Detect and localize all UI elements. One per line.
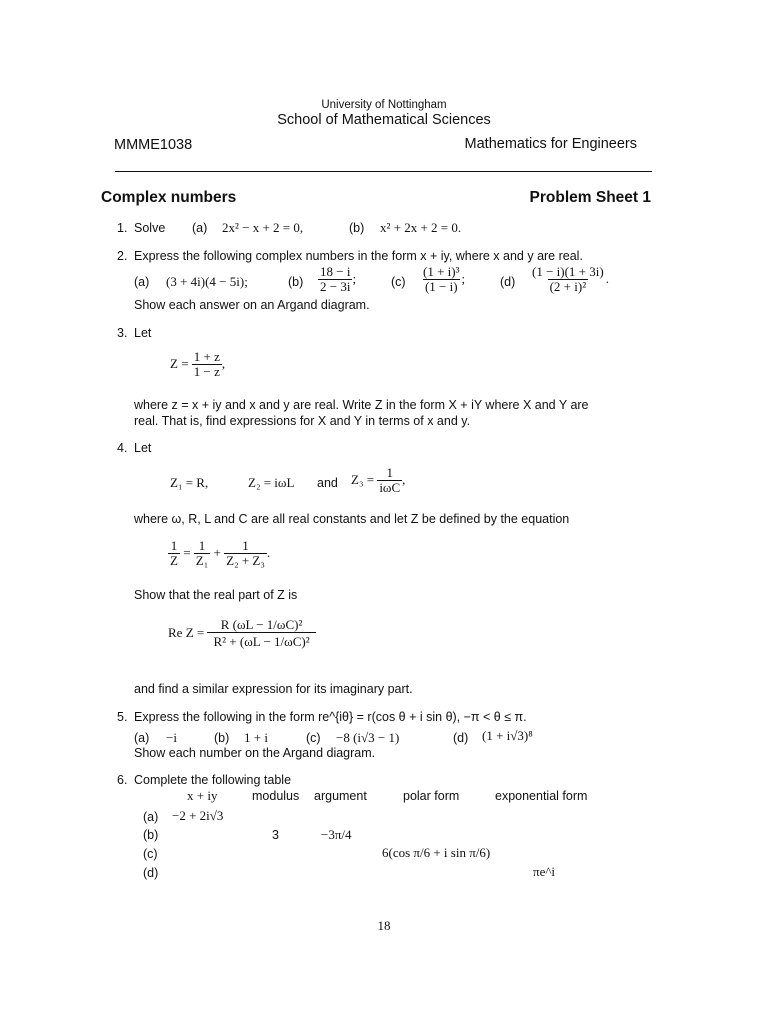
q2-d-label: (d) [500,275,516,289]
q4-z3-tail: , [402,471,406,487]
q4-z3-numerator: 1 [386,465,393,480]
q2-text: Express the following complex numbers in the form x + iy, where x and y are real. [134,249,583,263]
col-header-argument: argument [314,789,367,803]
col-header-exponential: exponential form [495,789,588,803]
table-row-label: (a) [143,810,159,824]
table-cell-polar: 6(cos π/6 + i sin π/6) [382,845,491,860]
module-title: Mathematics for Engineers [464,136,637,152]
q2-number: 2. [117,249,128,263]
q2-b-numerator: 18 − i [320,264,351,279]
q4-and: and [317,476,338,490]
q2-d-fraction [530,265,609,295]
q1-a-label: (a) [192,221,208,235]
q2-a-label: (a) [134,275,150,289]
q4-eq-right-numerator: 1 [242,538,249,553]
q4-text-line3: and find a similar expression for its imaginary part. [134,682,413,696]
q5-d-label: (d) [453,731,469,745]
table-cell-xiy: −2 + 2i√3 [172,808,224,823]
module-code: MMME1038 [114,137,193,153]
q2-d-denominator: (2 + i)² [549,279,587,295]
q4-eq-mid-numerator: 1 [198,538,206,553]
q3-number: 3. [117,326,128,340]
q5-a-expression: −i [166,730,177,745]
q3-denominator: 1 − z [193,364,220,380]
q4-z3-denominator: iωC [379,480,401,496]
table-row-label: (d) [143,866,159,880]
q1-b-label: (b) [349,221,365,235]
q2-a-expression: (3 + 4i)(4 − 5i); [166,274,248,289]
q6-text: Complete the following table [134,773,292,787]
q4-eq-tail: . [266,544,271,560]
q4-lead: Let [134,441,152,455]
q3-tail: , [221,355,226,371]
q3-text-line1: where z = x + iy and x and y are real. Write Z in the form X + iY where X and Y are [134,398,589,412]
q4-defining-equation [168,539,270,569]
q5-c-label: (c) [306,731,321,745]
q4-z2: Z₂ = iωL [248,475,295,490]
q4-re-lhs: Re Z = [168,624,205,640]
q3-lhs: Z = [170,355,189,371]
q4-z3-lhs: Z₃ = [351,471,375,487]
q5-number: 5. [117,710,128,724]
q1-number: 1. [117,221,128,235]
table-row-label: (c) [143,847,158,861]
q5-b-label: (b) [214,731,230,745]
table-cell-argument: −3π/4 [321,827,352,842]
q3-numerator: 1 + z [193,349,220,364]
q6-number: 6. [117,773,128,787]
q5-b-expression: 1 + i [244,730,268,745]
q2-footer: Show each answer on an Argand diagram. [134,298,370,312]
sheet-title: Problem Sheet 1 [529,189,651,206]
q3-equation [170,350,225,380]
q4-eq-equals: = [183,544,191,560]
q3-text-line2: real. That is, find expressions for X and Y in terms of x and y. [134,414,471,428]
q4-z1: Z₁ = R, [170,475,209,490]
table-cell-modulus: 3 [272,828,279,842]
q4-re-denominator: R² + (ωL − 1/ωC)² [207,632,315,649]
q4-text-line1: where ω, R, L and C are all real constants and let Z be defined by the equation [134,512,570,526]
col-header-polar: polar form [403,789,460,803]
q1-lead: Solve [134,221,166,235]
q2-c-denominator: (1 − i) [424,279,458,295]
header-rule [115,171,652,172]
q2-b-denominator: 2 − 3i [320,279,351,295]
table-row-label: (b) [143,828,159,842]
q4-eq-left-numerator: 1 [170,538,178,553]
q1-b-equation: x² + 2x + 2 = 0. [380,220,462,235]
q5-c-expression: −8 (i√3 − 1) [336,730,400,745]
q4-eq-right-denominator: Z₂ + Z₃ [226,553,265,569]
school-name: School of Mathematical Sciences [277,112,491,128]
q2-c-fraction [421,265,465,295]
q4-eq-mid-denominator: Z₁ [195,553,209,569]
col-header-xiy: x + iy [187,788,218,803]
col-header-modulus: modulus [252,789,300,803]
table-cell-exponential: πe^i [533,864,556,879]
q2-b-fraction [318,265,356,295]
q2-c-label: (c) [391,275,406,289]
q5-text: Express the following in the form re^{iθ} = r(cos θ + i sin θ), −π < θ ≤ π. [134,710,527,724]
q2-d-numerator: (1 − i)(1 + 3i) [532,264,604,279]
q4-z3 [351,466,405,496]
q2-c-tail: ; [461,270,466,286]
q2-b-tail: ; [352,270,357,286]
page-number: 18 [377,918,391,933]
q4-eq-plus: + [213,544,221,560]
q5-a-label: (a) [134,731,150,745]
q2-c-numerator: (1 + i)³ [423,264,460,279]
q2-b-label: (b) [288,275,304,289]
q4-number: 4. [117,441,128,455]
university-name: University of Nottingham [321,99,447,111]
q5-d-expression: (1 + i√3)⁸ [482,728,533,743]
q4-real-part-equation [168,618,316,650]
q2-d-tail: . [605,270,609,286]
q1-a-equation: 2x² − x + 2 = 0, [222,220,304,235]
q4-eq-left-denominator: Z [170,553,178,569]
q4-text-line2: Show that the real part of Z is [134,588,298,602]
q4-re-numerator: R (ωL − 1/ωC)² [220,617,303,632]
sheet-topic: Complex numbers [101,189,237,206]
q5-footer: Show each number on the Argand diagram. [134,746,376,760]
q3-lead: Let [134,326,152,340]
